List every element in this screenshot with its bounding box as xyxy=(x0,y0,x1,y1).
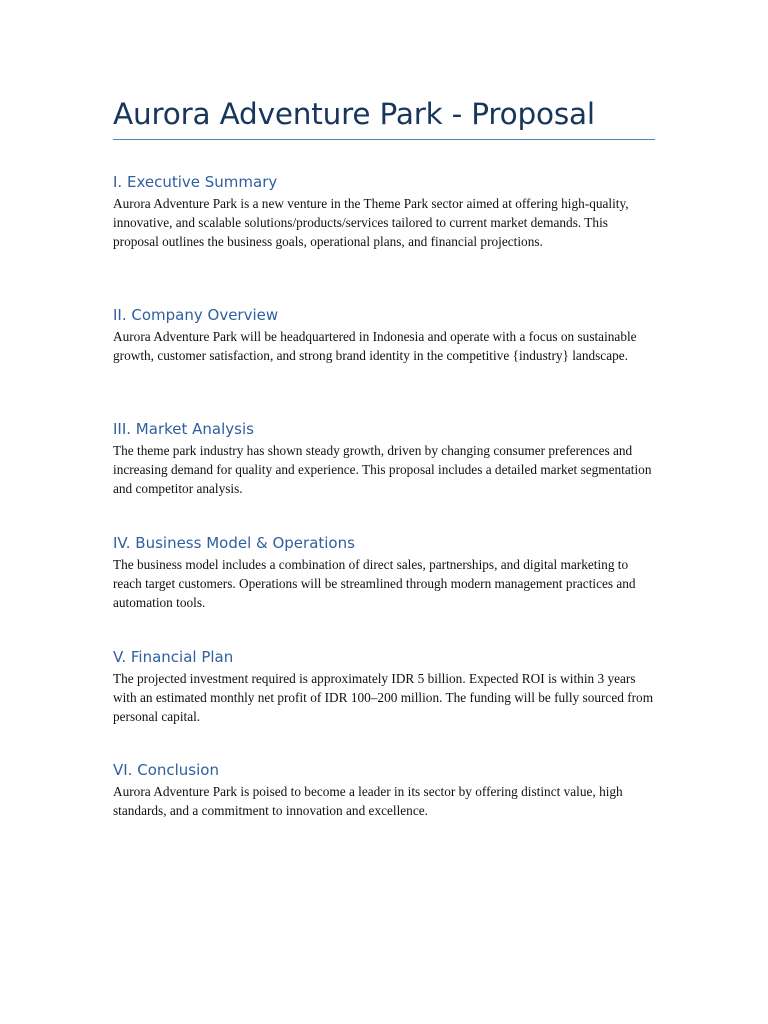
section-heading: I. Executive Summary xyxy=(113,173,278,191)
section-body: Aurora Adventure Park is poised to become a leader in its sector by offering distinct value, high standards, and a commitment to innovation and excellence. xyxy=(113,784,623,818)
document-title: Aurora Adventure Park - Proposal xyxy=(113,97,595,131)
section-heading: II. Company Overview xyxy=(113,306,279,324)
section-body: Aurora Adventure Park will be headquartered in Indonesia and operate with a focus on sustainable growth, customer satisfaction, and strong brand identity in the competitive {industry} landscape. xyxy=(113,329,637,363)
section-financial-plan xyxy=(113,647,655,726)
section-business-model xyxy=(113,533,655,612)
section-heading: IV. Business Model & Operations xyxy=(113,534,355,552)
section-conclusion xyxy=(113,760,655,820)
section-company-overview xyxy=(113,305,655,365)
section-heading: III. Market Analysis xyxy=(113,420,254,438)
section-market-analysis xyxy=(113,419,655,498)
section-body: The projected investment required is approximately IDR 5 billion. Expected ROI is within 3 years with an estimated monthly net profit of IDR 100–200 million. The funding will be fully sourced from personal capital. xyxy=(113,671,654,724)
section-heading: V. Financial Plan xyxy=(113,648,234,666)
section-executive-summary xyxy=(113,172,655,251)
section-body: Aurora Adventure Park is a new venture in the Theme Park sector aimed at offering high-quality, innovative, and scalable solutions/products/services tailored to current market demands. This proposal outlines the business goals, operational plans, and financial projections. xyxy=(113,196,629,249)
section-heading: VI. Conclusion xyxy=(113,761,219,779)
section-body: The theme park industry has shown steady growth, driven by changing consumer preferences and increasing demand for quality and experience. This proposal includes a detailed market segmentation and competitor analysis. xyxy=(113,443,652,496)
section-body: The business model includes a combination of direct sales, partnerships, and digital marketing to reach target customers. Operations will be streamlined through modern management practices and automation tools. xyxy=(113,557,636,610)
title-divider xyxy=(113,139,655,140)
